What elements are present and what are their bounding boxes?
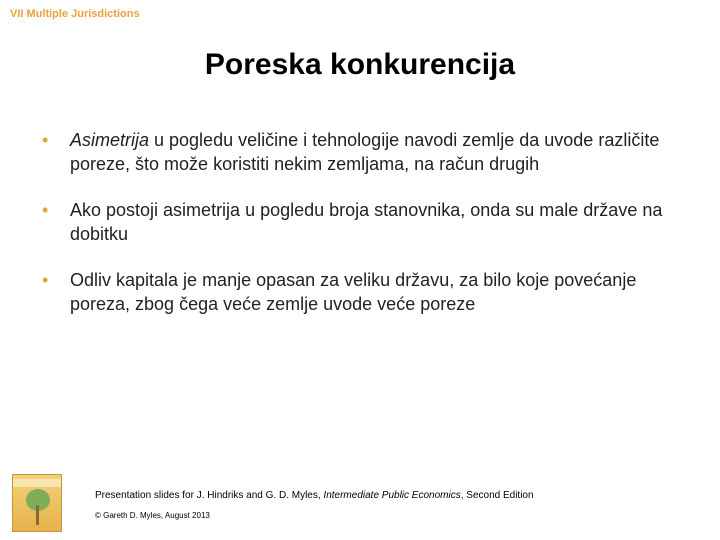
bullet-dot-icon: • <box>42 130 49 150</box>
bullet-dot-icon: • <box>42 200 49 220</box>
bullet-text: u pogledu veličine i tehnologije navodi zemlje da uvode različite poreze, što može koristiti nekim zemljama, na račun drugih <box>70 130 660 174</box>
bullet-text: Odliv kapitala je manje opasan za veliku državu, za bilo koje povećanje poreza, zbog čega veće zemlje uvode veće poreze <box>70 270 637 314</box>
footer-credit <box>95 490 534 501</box>
chapter-label: VII Multiple Jurisdictions <box>10 8 140 20</box>
bullet-item <box>42 128 682 176</box>
bullet-text: Ako postoji asimetrija u pogledu broja stanovnika, onda su male države na dobitku <box>70 200 663 244</box>
book-cover-icon <box>12 474 62 532</box>
footer-copyright: © Gareth D. Myles, August 2013 <box>95 511 210 520</box>
bullet-dot-icon: • <box>42 270 49 290</box>
footer-book-title: Intermediate Public Economics <box>323 490 461 501</box>
bullet-item <box>42 268 682 316</box>
bullet-item <box>42 198 682 246</box>
footer-credit-suffix: , Second Edition <box>460 490 534 501</box>
bullet-list <box>42 128 682 338</box>
bullet-italic-lead: Asimetrija <box>70 130 150 150</box>
footer-credit-prefix: Presentation slides for J. Hindriks and G. D. Myles, <box>95 490 324 501</box>
slide-title: Poreska konkurencija <box>204 48 516 81</box>
